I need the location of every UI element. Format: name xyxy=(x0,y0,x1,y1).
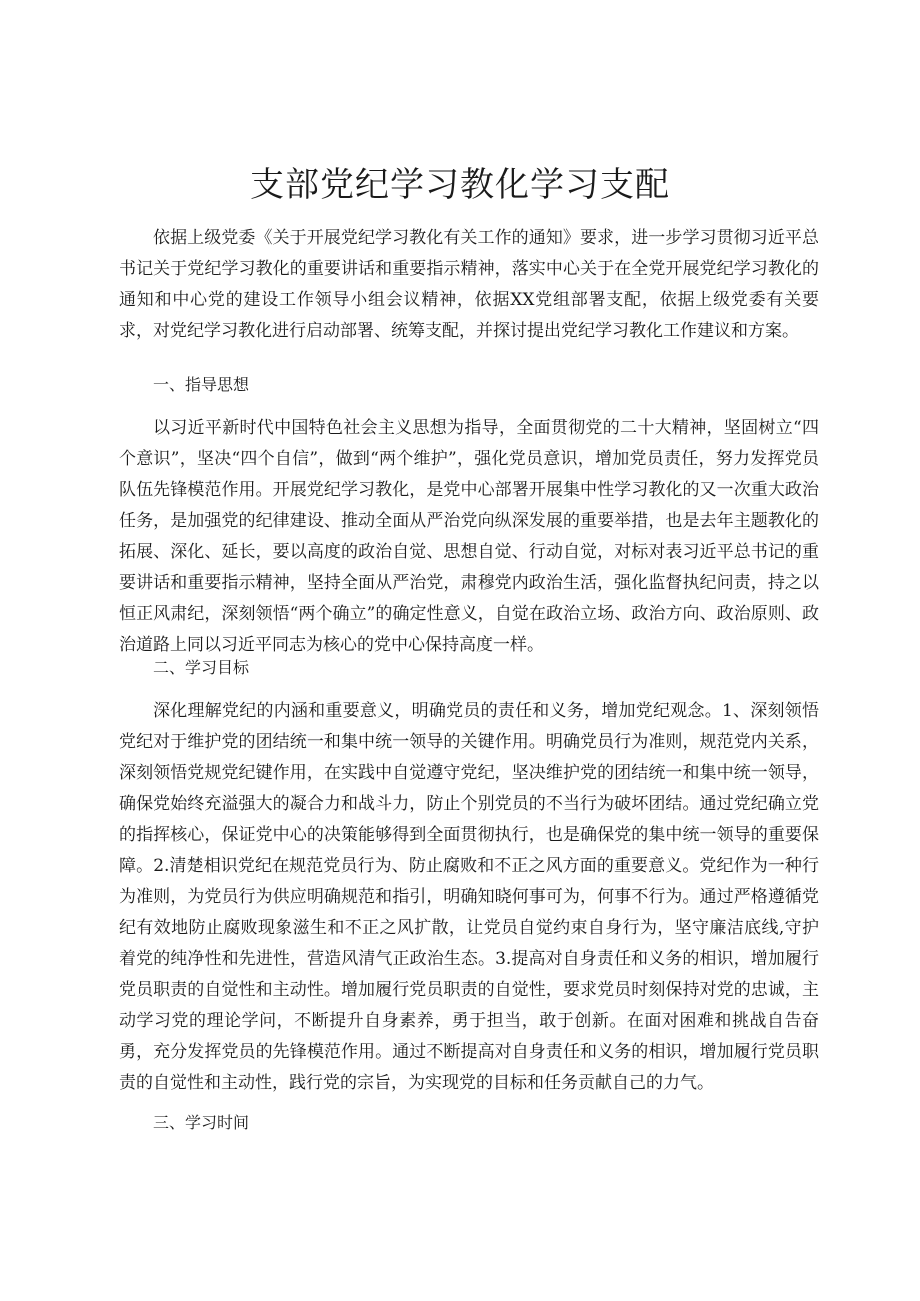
section-heading-learning-goals: 二、学习目标 xyxy=(153,658,250,677)
section-heading-learning-time: 三、学习时间 xyxy=(153,1113,250,1132)
section-body-guiding-ideology: 以习近平新时代中国特色社会主义思想为指导，全面贯彻党的二十大精神，坚固树立“四个意识”，坚决“四个自信”，做到“两个维护”，强化党员意识，增加党员责任，努力发挥党员队伍先锋模范作用。开展党纪学习教化，是党中心部署开展集中性学习教化的又一次重大政治任务，是加强党的纪律建设、推动全面从严治党向纵深发展的重要举措，也是去年主题教化的拓展、深化、延长，要以高度的政治自觉、思想自觉、行动自觉，对标对表习近平总书记的重要讲话和重要指示精神，坚持全面从严治党，肃穆党内政治生活，强化监督执纪问责，持之以恒正风肃纪，深刻领悟“两个确立”的确定性意义，自觉在政治立场、政治方向、政治原则、政治道路上同以习近平同志为核心的党中心保持高度一样。 xyxy=(119,418,819,655)
section-body-learning-goals: 深化理解党纪的内涵和重要意义，明确党员的责任和义务，增加党纪观念。1、深刻领悟党纪对于维护党的团结统一和集中统一领导的关键作用。明确党员行为准则，规范党内关系，深刻领悟党规党纪键作用，在实践中自觉遵守党纪，坚决维护党的团结统一和集中统一领导，确保党始终充溢强大的凝合力和战斗力，防止个别党员的不当行为破坏团结。通过党纪确立党的指挥核心，保证党中心的决策能够得到全面贯彻执行，也是确保党的集中统一领导的重要保障。2.清楚相识党纪在规范党员行为、防止腐败和不正之风方面的重要意义。党纪作为一种行为准则，为党员行为供应明确规范和指引，明确知晓何事可为，何事不行为。通过严格遵循党纪有效地防止腐败现象滋生和不正之风扩散，让党员自觉约束自身行为，坚守廉洁底线,守护着党的纯净性和先进性，营造风清气正政治生态。3.提高对自身责任和义务的相识，增加履行党员职责的自觉性和主动性。增加履行党员职责的自觉性，要求党员时刻保持对党的忠诚，主动学习党的理论学问，不断提升自身素养，勇于担当，敢于创新。在面对困难和挑战自告奋勇，充分发挥党员的先锋模范作用。通过不断提高对自身责任和义务的相识，增加履行党员职责的自觉性和主动性，践行党的宗旨，为实现党的目标和任务贡献自己的力气。 xyxy=(119,701,819,1093)
intro-paragraph: 依据上级党委《关于开展党纪学习教化有关工作的通知》要求，进一步学习贯彻习近平总书记关于党纪学习教化的重要讲话和重要指示精神，落实中心关于在全党开展党纪学习教化的通知和中心党的建设工作领导小组会议精神，依据XX党组部署支配，依据上级党委有关要求，对党纪学习教化进行启动部署、统筹支配，并探讨提出党纪学习教化工作建议和方案。 xyxy=(119,228,819,341)
document-title: 支部党纪学习教化学习支配 xyxy=(250,165,670,205)
section-heading-guiding-ideology: 一、指导思想 xyxy=(153,375,250,394)
